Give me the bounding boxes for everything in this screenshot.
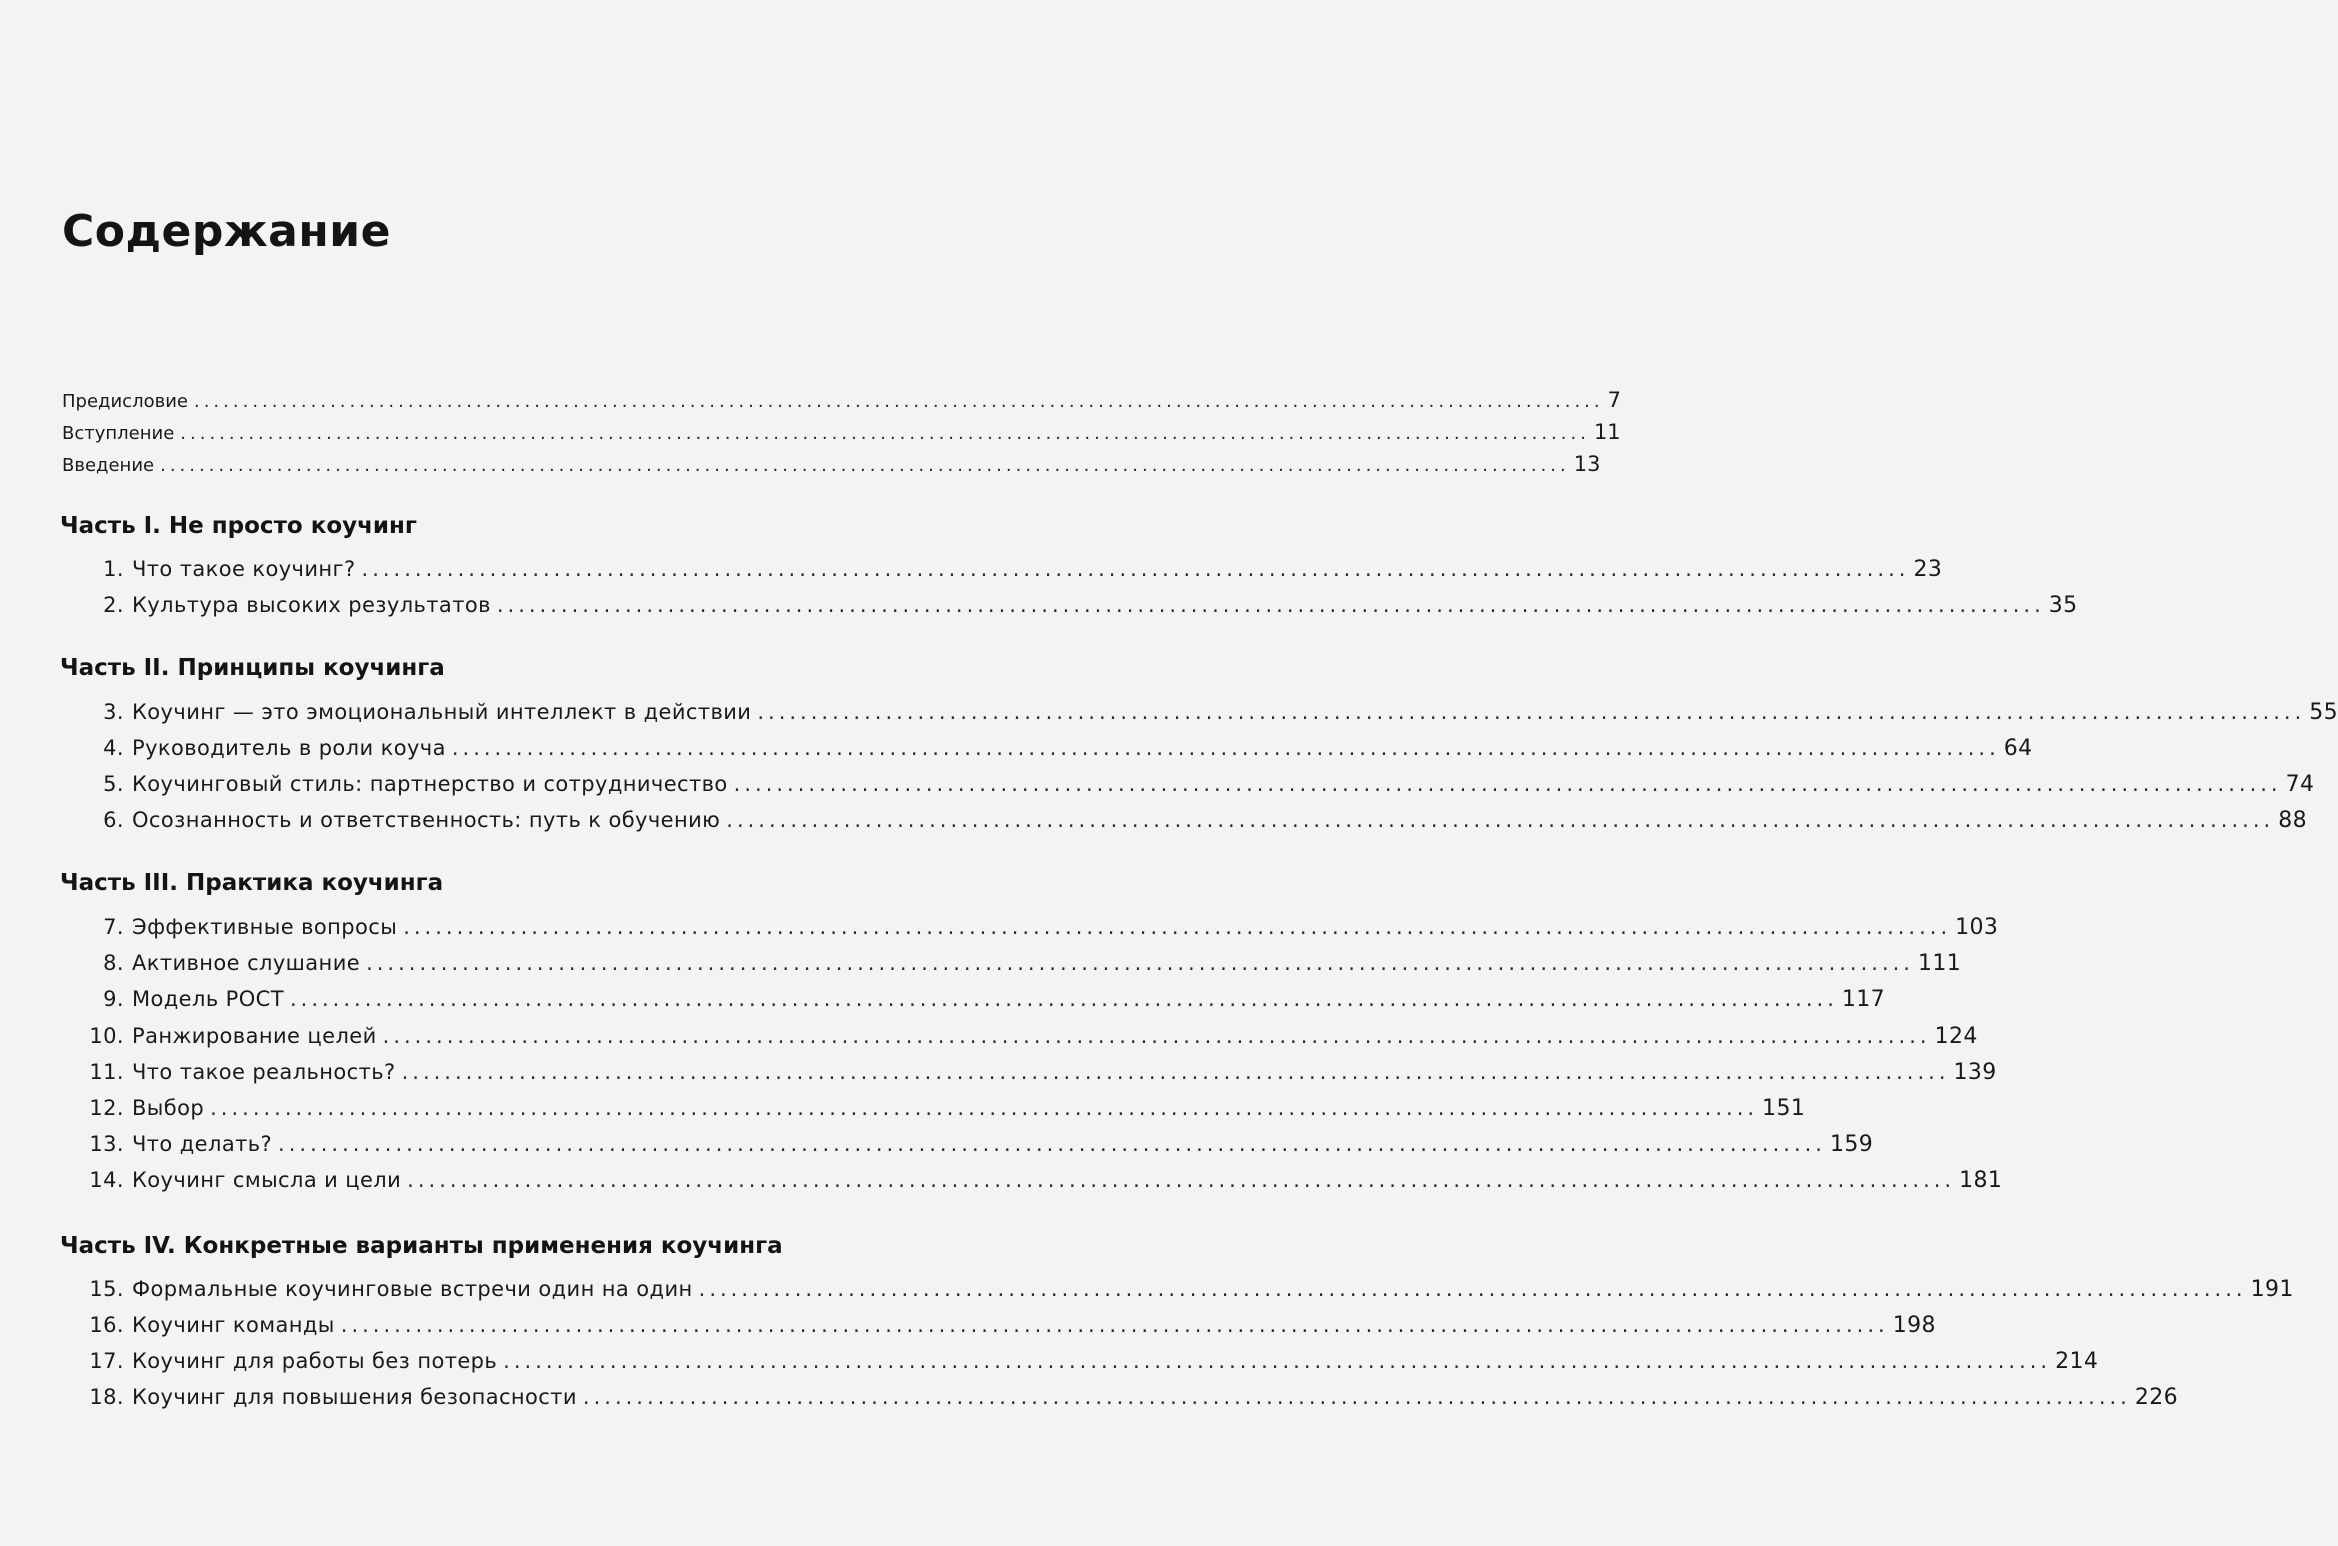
entry-label: Введение xyxy=(62,455,155,476)
dot-leader: ................................................................................................................................................. xyxy=(382,1024,1931,1048)
toc-chapter[interactable] xyxy=(88,808,2307,833)
toc-entry-preface[interactable] xyxy=(62,388,1622,412)
toc-chapter[interactable] xyxy=(88,736,2033,761)
chapter-number: 12. xyxy=(89,1096,124,1120)
chapter-number: 11. xyxy=(89,1060,124,1084)
chapter-number: 9. xyxy=(103,987,124,1011)
chapter-page: 214 xyxy=(2055,1349,2099,1374)
chapter-title: Руководитель в роли коуча xyxy=(132,736,446,760)
part-heading[interactable]: Часть I. Не просто коучинг xyxy=(60,513,417,539)
entry-label: Предисловие xyxy=(62,391,188,412)
chapter-number: 7. xyxy=(103,915,124,939)
chapter-page: 159 xyxy=(1829,1132,1874,1157)
dot-leader: ................................................................................................................................................. xyxy=(403,915,1952,939)
dot-leader: ................................................................................................................................................. xyxy=(496,593,2045,617)
dot-leader: ................................................................................................................................................. xyxy=(757,700,2306,724)
chapter-number: 15. xyxy=(89,1277,124,1301)
entry-page: 7 xyxy=(1607,388,1622,412)
dot-leader: ................................................................................................................................................. xyxy=(278,1132,1826,1156)
dot-leader: ................................................................................................................................................. xyxy=(401,1060,1950,1084)
toc-chapter[interactable] xyxy=(88,987,1886,1012)
chapter-number: 8. xyxy=(103,951,124,975)
toc-chapter[interactable] xyxy=(88,1168,2003,1193)
chapter-title: Эффективные вопросы xyxy=(132,915,398,939)
chapter-page: 64 xyxy=(2003,736,2033,761)
chapter-page: 151 xyxy=(1762,1096,1806,1121)
toc-chapter[interactable] xyxy=(88,1024,1978,1049)
dot-leader: ................................................................................................................................................. xyxy=(180,423,1590,444)
chapter-page: 124 xyxy=(1934,1024,1978,1049)
dot-leader: ................................................................................................................................................. xyxy=(698,1277,2247,1301)
dot-leader: ................................................................................................................................................. xyxy=(160,455,1570,476)
chapter-number: 16. xyxy=(89,1313,124,1337)
chapter-title: Активное слушание xyxy=(132,951,361,975)
chapter-page: 226 xyxy=(2134,1385,2179,1410)
chapter-page: 117 xyxy=(1841,987,1886,1012)
part-heading[interactable]: Часть II. Принципы коучинга xyxy=(60,655,445,681)
entry-page: 11 xyxy=(1593,420,1621,444)
dot-leader: ................................................................................................................................................. xyxy=(451,736,2000,760)
chapter-title: Формальные коучинговые встречи один на один xyxy=(132,1277,693,1301)
chapter-number: 5. xyxy=(103,772,124,796)
dot-leader: ................................................................................................................................................. xyxy=(361,557,1910,581)
dot-leader: ................................................................................................................................................. xyxy=(366,951,1914,975)
chapter-page: 23 xyxy=(1913,557,1943,582)
chapter-title: Коучинговый стиль: партнерство и сотрудничество xyxy=(132,772,728,796)
chapter-title: Что делать? xyxy=(132,1132,273,1156)
dot-leader: ................................................................................................................................................. xyxy=(407,1168,1956,1192)
chapter-page: 88 xyxy=(2278,808,2307,833)
entry-label: Вступление xyxy=(62,423,175,444)
toc-chapter[interactable] xyxy=(88,951,1962,976)
chapter-page: 191 xyxy=(2250,1277,2294,1302)
chapter-number: 13. xyxy=(89,1132,124,1156)
chapter-number: 2. xyxy=(103,593,124,617)
chapter-page: 35 xyxy=(2048,593,2078,618)
toc-chapter[interactable] xyxy=(88,1132,1874,1157)
dot-leader: ................................................................................................................................................. xyxy=(503,1349,2052,1373)
chapter-title: Что такое реальность? xyxy=(132,1060,396,1084)
chapter-page: 111 xyxy=(1917,951,1962,976)
dot-leader: ................................................................................................................................................. xyxy=(733,772,2282,796)
chapter-page: 181 xyxy=(1959,1168,2003,1193)
toc-chapter[interactable] xyxy=(88,915,1999,940)
toc-chapter[interactable] xyxy=(88,1060,1997,1085)
toc-chapter[interactable] xyxy=(88,557,1943,582)
chapter-number: 6. xyxy=(103,808,124,832)
chapter-number: 17. xyxy=(89,1349,124,1373)
toc-entry-introduction[interactable] xyxy=(62,452,1601,476)
chapter-number: 4. xyxy=(103,736,124,760)
toc-chapter[interactable] xyxy=(88,700,2338,725)
page-title: Содержание xyxy=(62,206,391,257)
chapter-number: 18. xyxy=(89,1385,124,1409)
toc-chapter[interactable] xyxy=(88,1277,2294,1302)
dot-leader: ................................................................................................................................................. xyxy=(289,987,1838,1011)
dot-leader: ................................................................................................................................................. xyxy=(726,808,2275,832)
chapter-page: 55 xyxy=(2309,700,2338,725)
chapter-page: 139 xyxy=(1953,1060,1997,1085)
chapter-title: Коучинг для повышения безопасности xyxy=(132,1385,577,1409)
chapter-title: Коучинг — это эмоциональный интеллект в действии xyxy=(132,700,752,724)
chapter-number: 3. xyxy=(103,700,124,724)
part-heading[interactable]: Часть IV. Конкретные варианты применения коучинга xyxy=(60,1233,783,1259)
chapter-title: Коучинг для работы без потерь xyxy=(132,1349,498,1373)
chapter-title: Что такое коучинг? xyxy=(132,557,356,581)
chapter-number: 14. xyxy=(89,1168,124,1192)
chapter-page: 74 xyxy=(2285,772,2315,797)
chapter-title: Осознанность и ответственность: путь к обучению xyxy=(132,808,721,832)
toc-chapter[interactable] xyxy=(88,1096,1806,1121)
chapter-title: Ранжирование целей xyxy=(132,1024,377,1048)
toc-chapter[interactable] xyxy=(88,1385,2179,1410)
dot-leader: ................................................................................................................................................. xyxy=(582,1385,2131,1409)
toc-chapter[interactable] xyxy=(88,593,2078,618)
chapter-number: 1. xyxy=(103,557,124,581)
chapter-title: Культура высоких результатов xyxy=(132,593,491,617)
chapter-title: Модель РОСТ xyxy=(132,987,284,1011)
dot-leader: ................................................................................................................................................. xyxy=(340,1313,1889,1337)
chapter-title: Коучинг команды xyxy=(132,1313,335,1337)
toc-chapter[interactable] xyxy=(88,1349,2099,1374)
chapter-page: 103 xyxy=(1955,915,1999,940)
dot-leader: ................................................................................................................................................. xyxy=(210,1096,1759,1120)
chapter-page: 198 xyxy=(1892,1313,1936,1338)
chapter-title: Коучинг смысла и цели xyxy=(132,1168,402,1192)
part-heading[interactable]: Часть III. Практика коучинга xyxy=(60,870,444,896)
dot-leader: ................................................................................................................................................. xyxy=(193,391,1604,412)
chapter-title: Выбор xyxy=(132,1096,205,1120)
toc-entry-foreword[interactable] xyxy=(62,420,1621,444)
chapter-number: 10. xyxy=(89,1024,124,1048)
toc-chapter[interactable] xyxy=(88,772,2315,797)
entry-page: 13 xyxy=(1573,452,1601,476)
toc-chapter[interactable] xyxy=(88,1313,1936,1338)
